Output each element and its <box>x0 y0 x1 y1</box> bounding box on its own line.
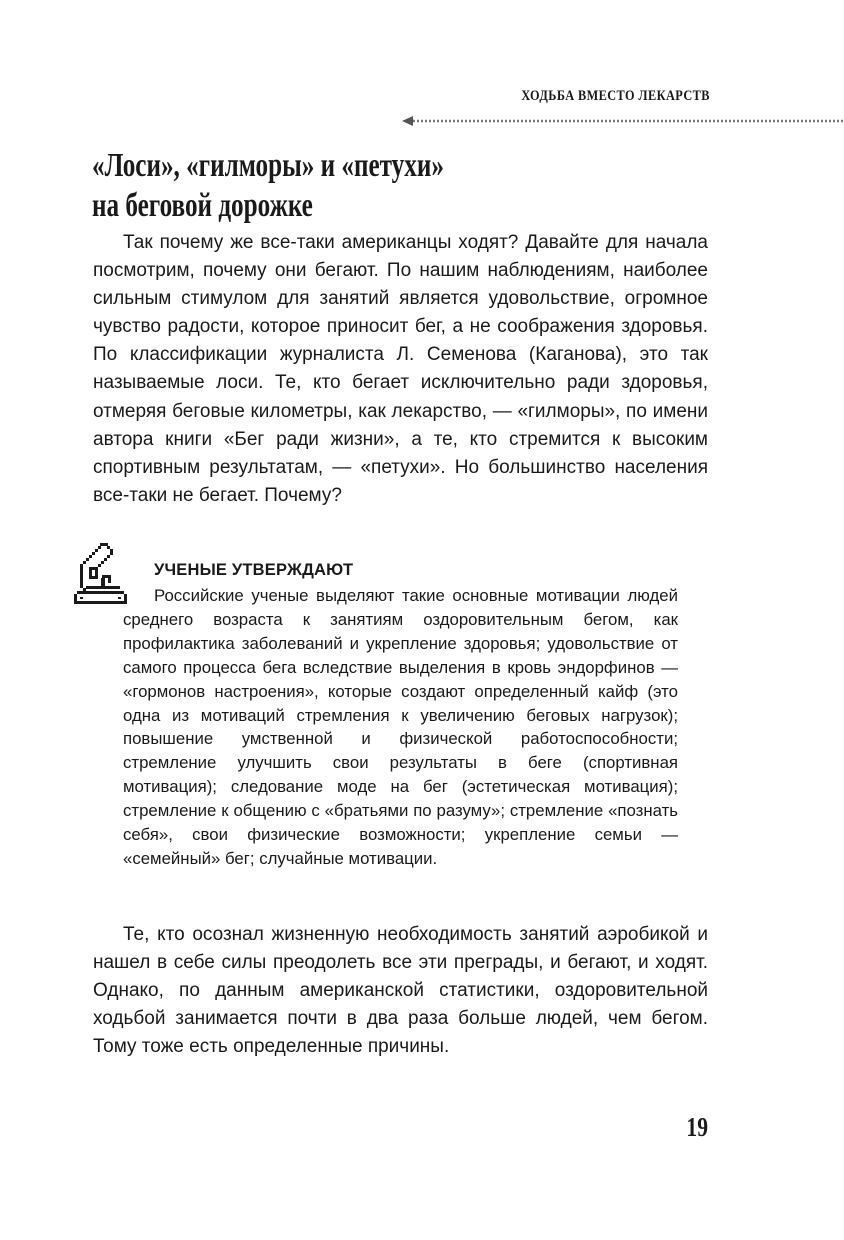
arrow-left-icon <box>402 116 844 126</box>
sidebar-text: Российские ученые выделяют такие основные мотивации людей среднего возраста к занятиям оздоровительным бегом, как профилактика заболеваний и укрепление здоровья; удовольствие от самого процесса бега вследствие выделения в кровь эндорфинов — «гормонов настроения», которые создают определенный кайф (это одна из мотиваций стремления к увеличению беговых нагрузок); повышение умственной и физической работоспособности; стремление улучшить свои результаты в беге (спортивная мотивация); следование моде на бег (эстетическая мотивация); стремление к общению с «братьями по разуму»; стремление «познать себя», свои физические возможности; укрепление семьи — «семейный» бег; случайные мотивации. <box>123 586 678 868</box>
sidebar-heading: УЧЕНЫЕ УТВЕРЖДАЮТ <box>154 561 354 579</box>
body-paragraph-1: Так почему же все-таки американцы ходят? Давайте для начала посмотрим, почему они бегают. По нашим наблюдениям, наиболее сильным стимулом для занятий является удовольствие, огромное чувство радости, которое приносит бег, а не соображения здоровья. По классификации журналиста Л. Семенова (Каганова), это так называемые лоси. Те, кто бегает исключительно ради здоровья, отмеряя беговые километры, как лекарство, — «гилморы», по имени автора книги «Бег ради жизни», а те, кто стремится к высоким спортивным результатам, — «петухи». Но большинство населения все-таки не бегает. Почему? <box>93 232 708 506</box>
chapter-title-line-2: на беговой дорожке <box>92 187 313 224</box>
page-number: 19 <box>686 1112 708 1142</box>
body-paragraph-2: Те, кто осознал жизненную необходимость занятий аэробикой и нашел в себе силы преодолеть все эти преграды, и бегают, и ходят. Однако, по данным американской статистики, оздоровительной ходьбой занимается почти в два раза больше людей, чем бегом. Тому тоже есть определенные причины. <box>93 924 708 1058</box>
running-head: ХОДЬБА ВМЕСТО ЛЕКАРСТВ <box>521 88 710 104</box>
chapter-title-line-1: «Лоси», «гилморы» и «петухи» <box>92 147 444 184</box>
chapter-title <box>92 146 551 226</box>
